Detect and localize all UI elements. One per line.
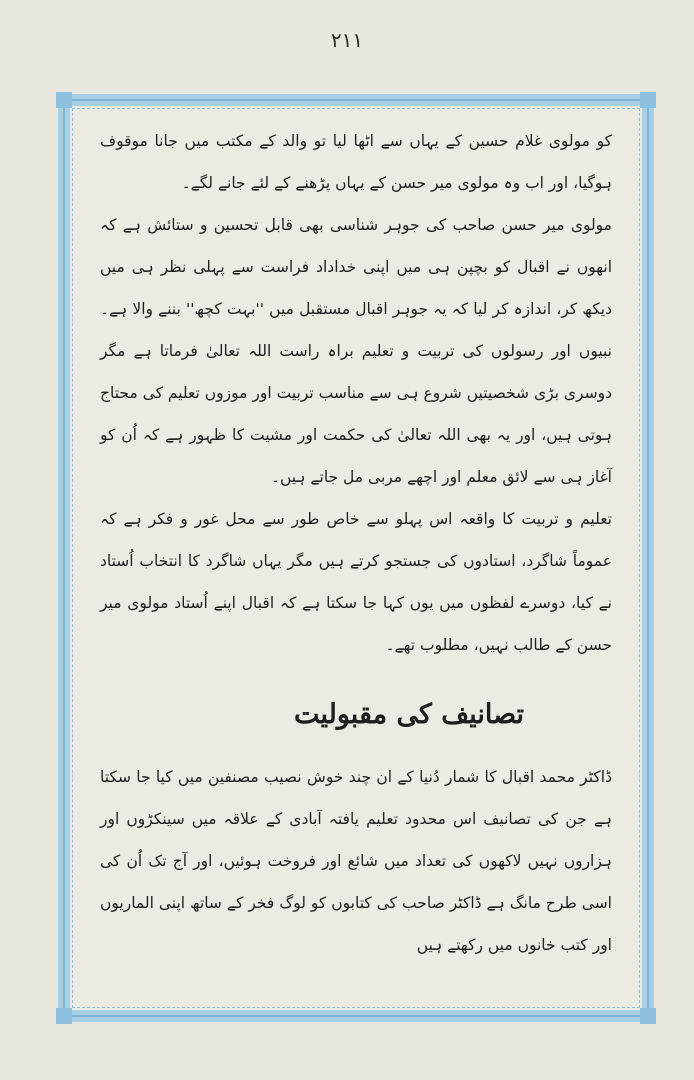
- corner-ornament: [56, 1008, 72, 1024]
- page-body: [100, 120, 612, 966]
- corner-ornament: [640, 92, 656, 108]
- section-heading: تصانیف کی مقبولیت: [293, 699, 524, 730]
- paragraph-3: تعلیم و تربیت کا واقعہ اس پہلو سے خاص طور سے محل غور و فکر ہے کہ عموماً شاگرد، استادوں کی جستجو کرتے ہیں مگر یہاں شاگرد کا انتخاب اُستاد نے کیا، دوسرے لفظوں میں یوں کہا جا سکتا ہے کہ اقبال اپنے اُستاد مولوی میر حسن کے طالب نہیں، مطلوب تھے۔: [100, 510, 612, 654]
- paragraph-4: ڈاکٹر محمد اقبال کا شمار دُنیا کے ان چند خوش نصیب مصنفین میں کیا جا سکتا ہے جن کی تصانیف اس محدود تعلیم یافتہ آبادی کے علاقہ میں سینکڑوں اور ہزاروں نہیں لاکھوں کی تعداد میں شائع اور فروخت ہوئیں، اور آج تک اُن کی اسی طرح مانگ ہے ڈاکٹر صاحب کی کتابوں کو لوگ فخر کے ساتھ اپنی الماریوں اور کتب خانوں میں رکھتے ہیں: [100, 768, 612, 954]
- corner-ornament: [640, 1008, 656, 1024]
- corner-ornament: [56, 92, 72, 108]
- paragraph-2: مولوی میر حسن صاحب کی جوہر شناسی بھی قابل تحسین و ستائش ہے کہ انھوں نے اقبال کو بچپن ہی میں اپنی خداداد فراست سے پہلی نظر ہی میں دیکھ کر، اندازہ کر لیا کہ یہ جوہر اقبال مستقبل میں ''بہت کچھ'' بننے والا ہے۔ نبیوں اور رسولوں کی تربیت و تعلیم براہ راست اللہ تعالیٰ فرماتا ہے مگر دوسری بڑی شخصیتیں شروع ہی سے مناسب تربیت اور موزوں تعلیم کی محتاج ہوتی ہیں، اور یہ بھی اللہ تعالیٰ کی حکمت اور مشیت کا ظہور ہے کہ اُن کو آغاز ہی سے لائق معلم اور اچھے مربی مل جاتے ہیں۔: [100, 216, 612, 486]
- paragraph-1: کو مولوی غلام حسین کے یہاں سے اٹھا لیا تو والد کے مکتب میں جانا موقوف ہوگیا، اور اب وہ مولوی میر حسن کے یہاں پڑھنے کے لئے جانے لگے۔: [100, 132, 612, 192]
- page-number: ۲۱۱: [330, 28, 364, 52]
